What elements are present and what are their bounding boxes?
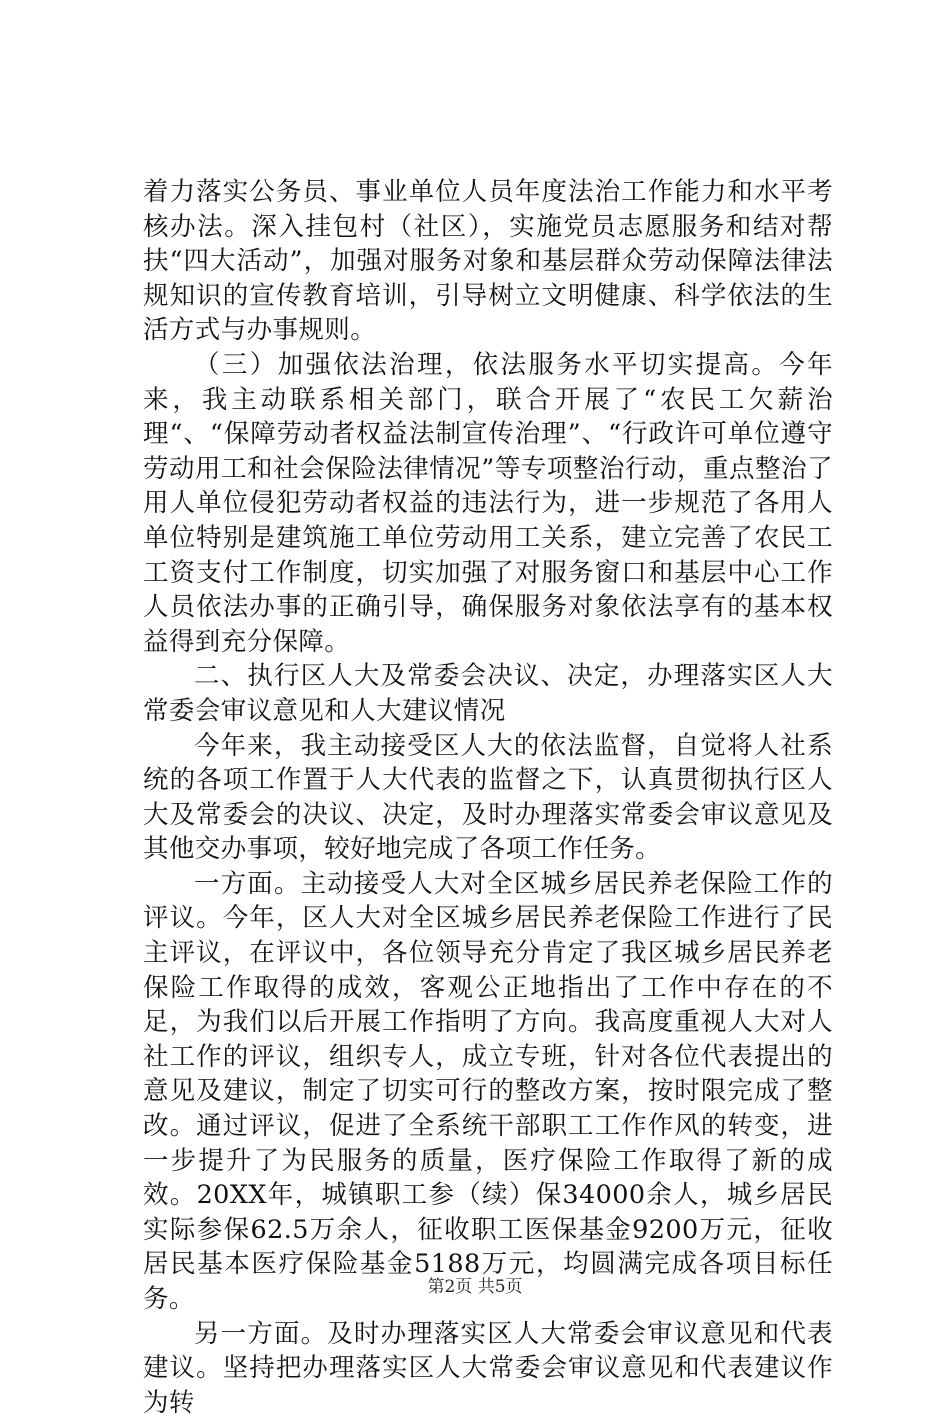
paragraph-3: 今年来，我主动接受区人大的依法监督，自觉将人社系统的各项工作置于人大代表的监督之下，认真贯彻执行区人大及常委会的决议、决定，及时办理落实常委会审议意见及其他交办事项，较好地完成了各项工作任务。 <box>143 730 833 865</box>
paragraph-4: 一方面。主动接受人大对全区城乡居民养老保险工作的评议。今年，区人大对全区城乡居民养老保险工作进行了民主评议，在评议中，各位领导充分肯定了我区城乡居民养老保险工作取得的成效，客观公正地指出了工作中存在的不足，为我们以后开展工作指明了方向。我高度重视人大对人社工作的评议，组织专人，成立专班，针对各位代表提出的意见及建议，制定了切实可行的整改方案，按时限完成了整改。通过评议，促进了全系统干部职工工作作风的转变，进一步提升了为民服务的质量，医疗保险工作取得了新的成效。20XX年，城镇职工参（续）保34000余人，城乡居民实际参保62.5万余人，征收职工医保基金9200万元，征收居民基本医疗保险基金5188万元，均圆满完成各项目标任务。 <box>143 868 833 1314</box>
paragraph-2: （三）加强依法治理，依法服务水平切实提高。今年来，我主动联系相关部门，联合开展了“农民工欠薪治理“、“保障劳动者权益法制宣传治理”、“行政许可单位遵守劳动用工和社会保险法律情况”等专项整治行动，重点整治了用人单位侵犯劳动者权益的违法行为，进一步规范了各用人单位特别是建筑施工单位劳动用工关系，建立完善了农民工工资支付工作制度，切实加强了对服务窗口和基层中心工作人员依法办事的正确引导，确保服务对象依法享有的基本权益得到充分保障。 <box>143 349 833 657</box>
section-heading-2: 二、执行区人大及常委会决议、决定，办理落实区人大常委会审议意见和人大建议情况 <box>143 661 833 726</box>
paragraph-5: 另一方面。及时办理落实区人大常委会审议意见和代表建议。坚持把办理落实区人大常委会审议意见和代表建议作为转 <box>143 1318 833 1418</box>
paragraph-1: 着力落实公务员、事业单位人员年度法治工作能力和水平考核办法。深入挂包村（社区），实施党员志愿服务和结对帮扶“四大活动”，加强对服务对象和基层群众劳动保障法律法规知识的宣传教育培训，引导树立文明健康、科学依法的生活方式与办事规则。 <box>143 177 833 346</box>
document-body <box>143 175 833 1420</box>
page-number-footer: 第2页 共5页 <box>427 1277 523 1297</box>
